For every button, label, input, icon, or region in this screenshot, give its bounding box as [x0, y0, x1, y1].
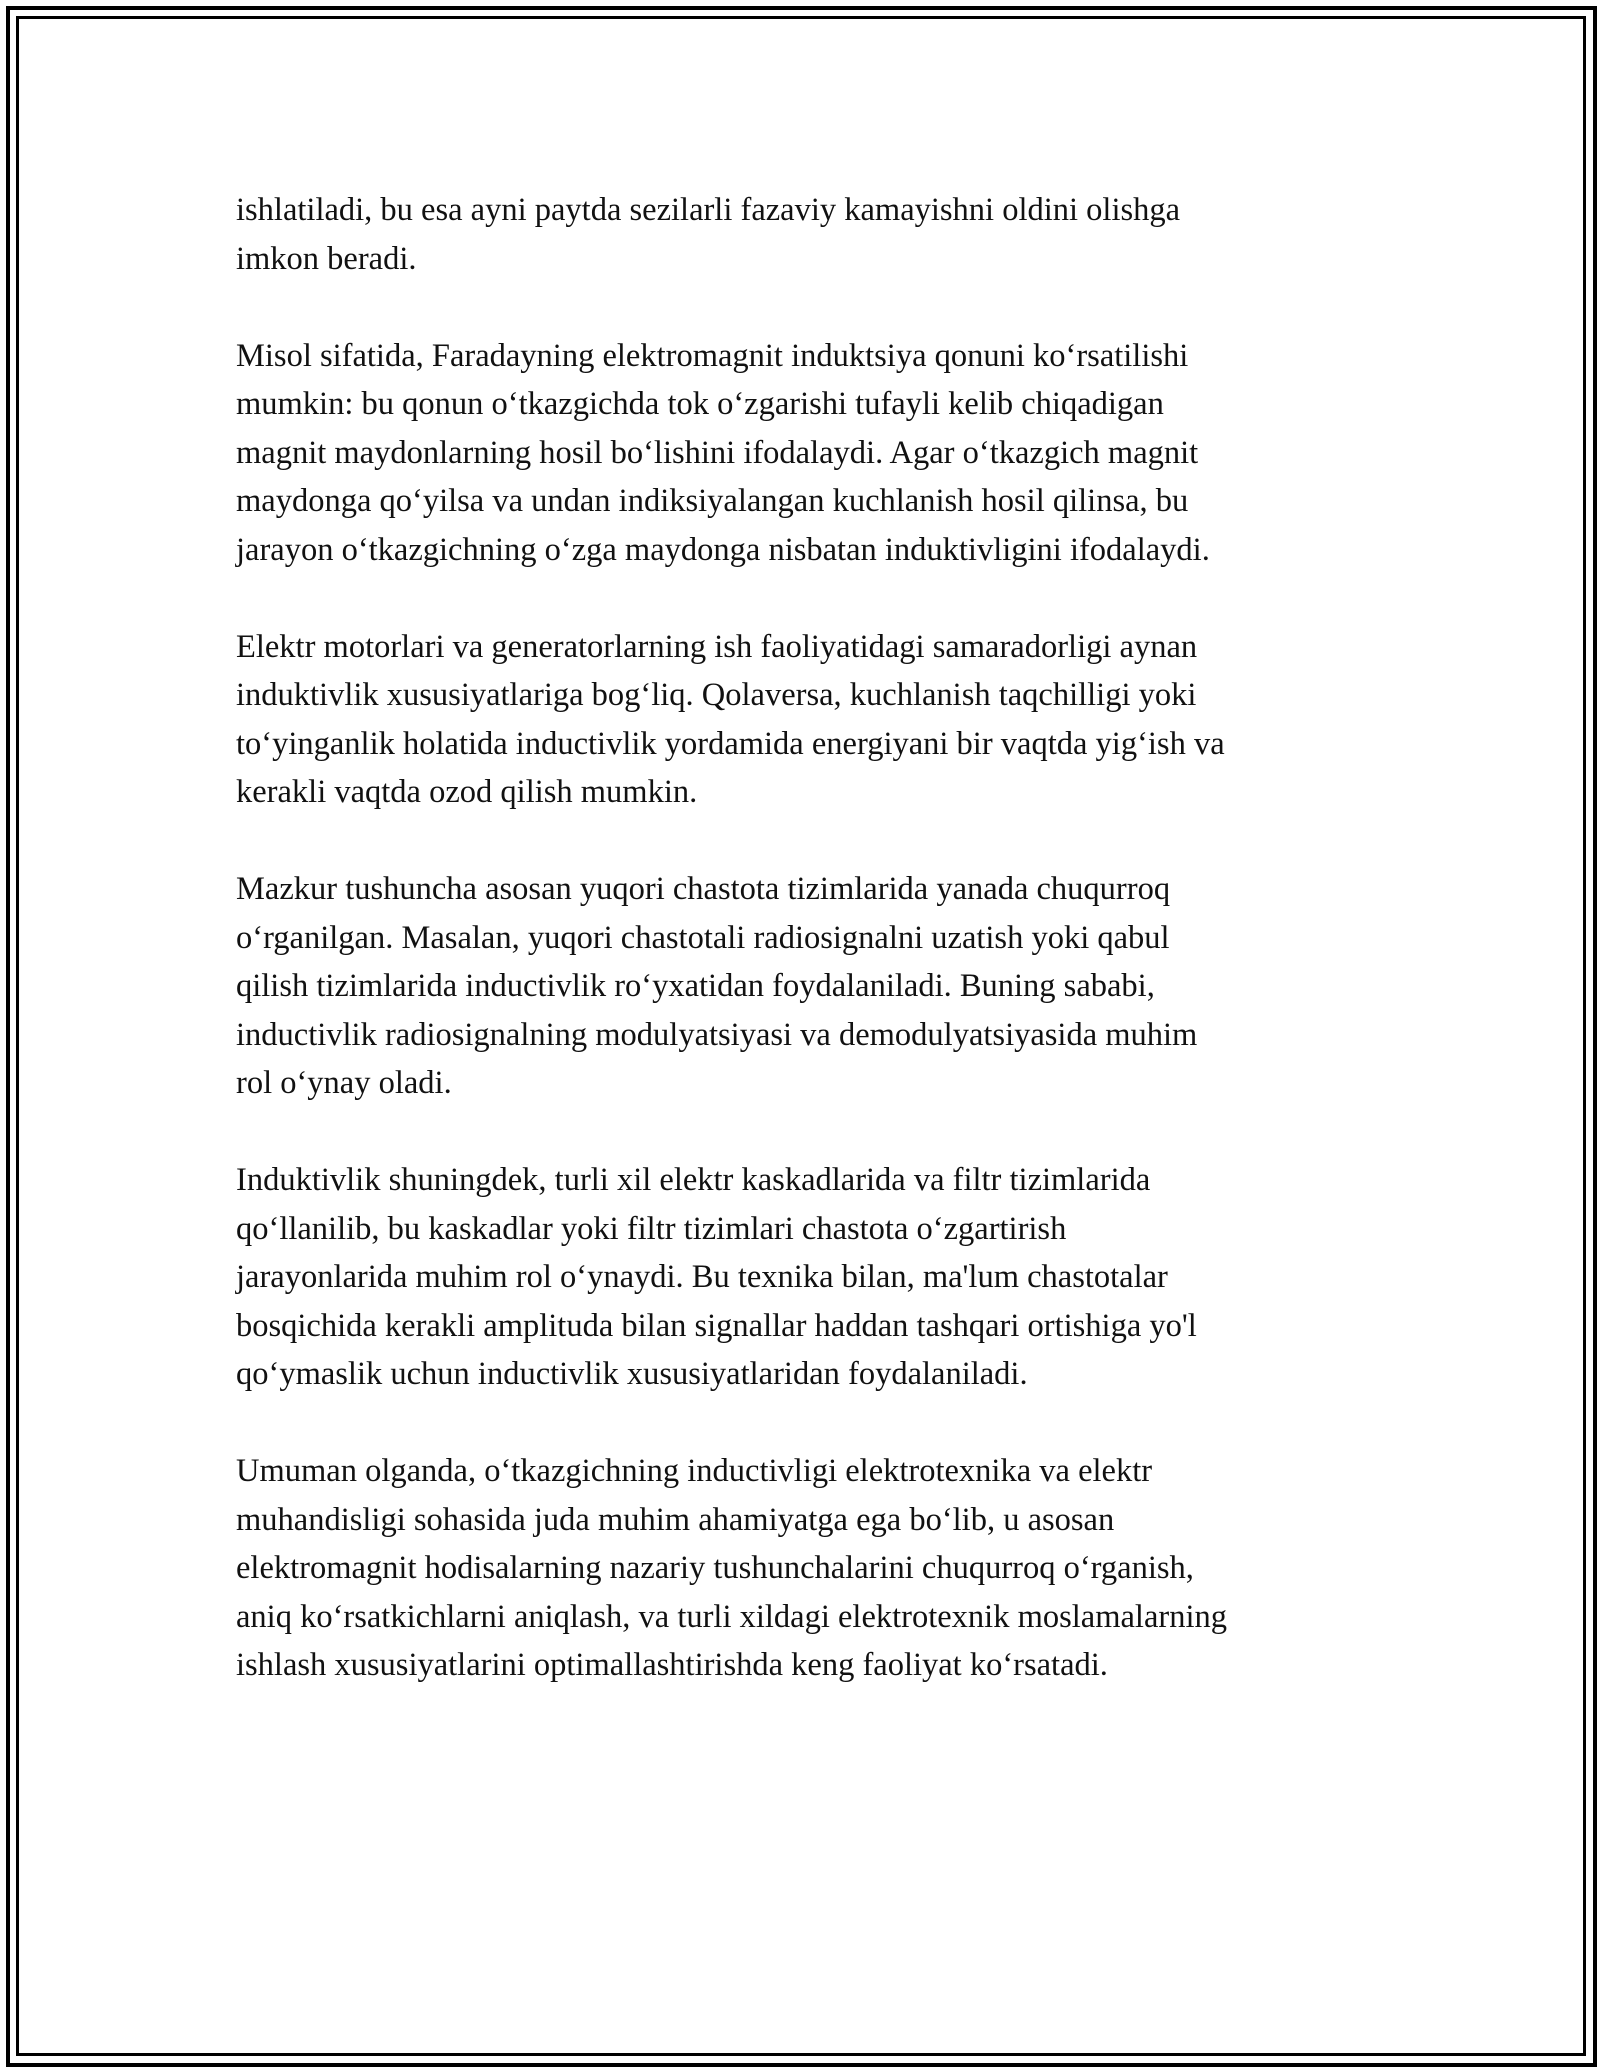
text-line: muhandisligi sohasida juda muhim ahamiyatga ega bo‘lib, u asosan: [236, 1501, 1115, 1538]
text-line: induktivlik xususiyatlariga bog‘liq. Qolaversa, kuchlanish taqchilligi yoki: [236, 677, 1197, 713]
text-line: Umuman olganda, o‘tkazgichning inductivligi elektrotexnika va elektr: [236, 1453, 1153, 1489]
paragraph: [236, 186, 1376, 283]
text-line: o‘rganilgan. Masalan, yuqori chastotali radiosignalni uzatish yoki qabul: [236, 919, 1170, 956]
text-line: Mazkur tushuncha asosan yuqori chastota tizimlarida yanada chuqurroq: [236, 871, 1171, 907]
paragraph: [236, 623, 1376, 817]
paragraph: [236, 1447, 1376, 1690]
text-line: kerakli vaqtda ozod qilish mumkin.: [236, 774, 698, 810]
text-line: aniq ko‘rsatkichlarni aniqlash, va turli xildagi elektrotexnik moslamalarning: [236, 1598, 1227, 1635]
text-line: qilish tizimlarida inductivlik ro‘yxatidan foydalaniladi. Buning sababi,: [236, 968, 1155, 1004]
text-line: imkon beradi.: [236, 240, 417, 277]
text-line: maydonga qo‘yilsa va undan indiksiyalangan kuchlanish hosil qilinsa, bu: [236, 483, 1189, 519]
text-line: jarayon o‘tkazgichning o‘zga maydonga nisbatan induktivligini ifodalaydi.: [236, 531, 1210, 568]
text-line: Elektr motorlari va generatorlarning ish faoliyatidagi samaradorligi aynan: [236, 628, 1198, 665]
text-line: Misol sifatida, Faradayning elektromagnit induktsiya qonuni ko‘rsatilishi: [236, 337, 1189, 374]
text-line: qo‘llanilib, bu kaskadlar yoki filtr tizimlari chastota o‘zgartirish: [236, 1210, 1067, 1247]
text-line: jarayonlarida muhim rol o‘ynaydi. Bu texnika bilan, ma'lum chastotalar: [236, 1259, 1168, 1295]
text-line: ishlash xususiyatlarini optimallashtirishda keng faoliyat ko‘rsatadi.: [236, 1647, 1108, 1683]
text-line: magnit maydonlarning hosil bo‘lishini ifodalaydi. Agar o‘tkazgich magnit: [236, 434, 1199, 471]
paragraph: [236, 1156, 1376, 1399]
text-line: to‘yinganlik holatida inductivlik yordamida energiyani bir vaqtda yig‘ish va: [236, 725, 1225, 762]
text-line: ishlatiladi, bu esa ayni paytda sezilarli fazaviy kamayishni oldini olishga: [236, 192, 1181, 228]
paragraph: [236, 865, 1376, 1108]
text-line: inductivlik radiosignalning modulyatsiyasi va demodulyatsiyasida muhim: [236, 1016, 1198, 1053]
text-line: qo‘ymaslik uchun inductivlik xususiyatlaridan foydalaniladi.: [236, 1356, 1028, 1392]
document-body: [236, 186, 1376, 1738]
text-line: rol o‘ynay oladi.: [236, 1065, 452, 1101]
text-line: mumkin: bu qonun o‘tkazgichda tok o‘zgarishi tufayli kelib chiqadigan: [236, 386, 1164, 422]
text-line: bosqichida kerakli amplituda bilan signallar haddan tashqari ortishiga yo'l: [236, 1307, 1197, 1344]
text-line: elektromagnit hodisalarning nazariy tushunchalarini chuqurroq o‘rganish,: [236, 1550, 1194, 1586]
text-line: Induktivlik shuningdek, turli xil elektr kaskadlarida va filtr tizimlarida: [236, 1162, 1151, 1198]
paragraph: [236, 332, 1376, 575]
